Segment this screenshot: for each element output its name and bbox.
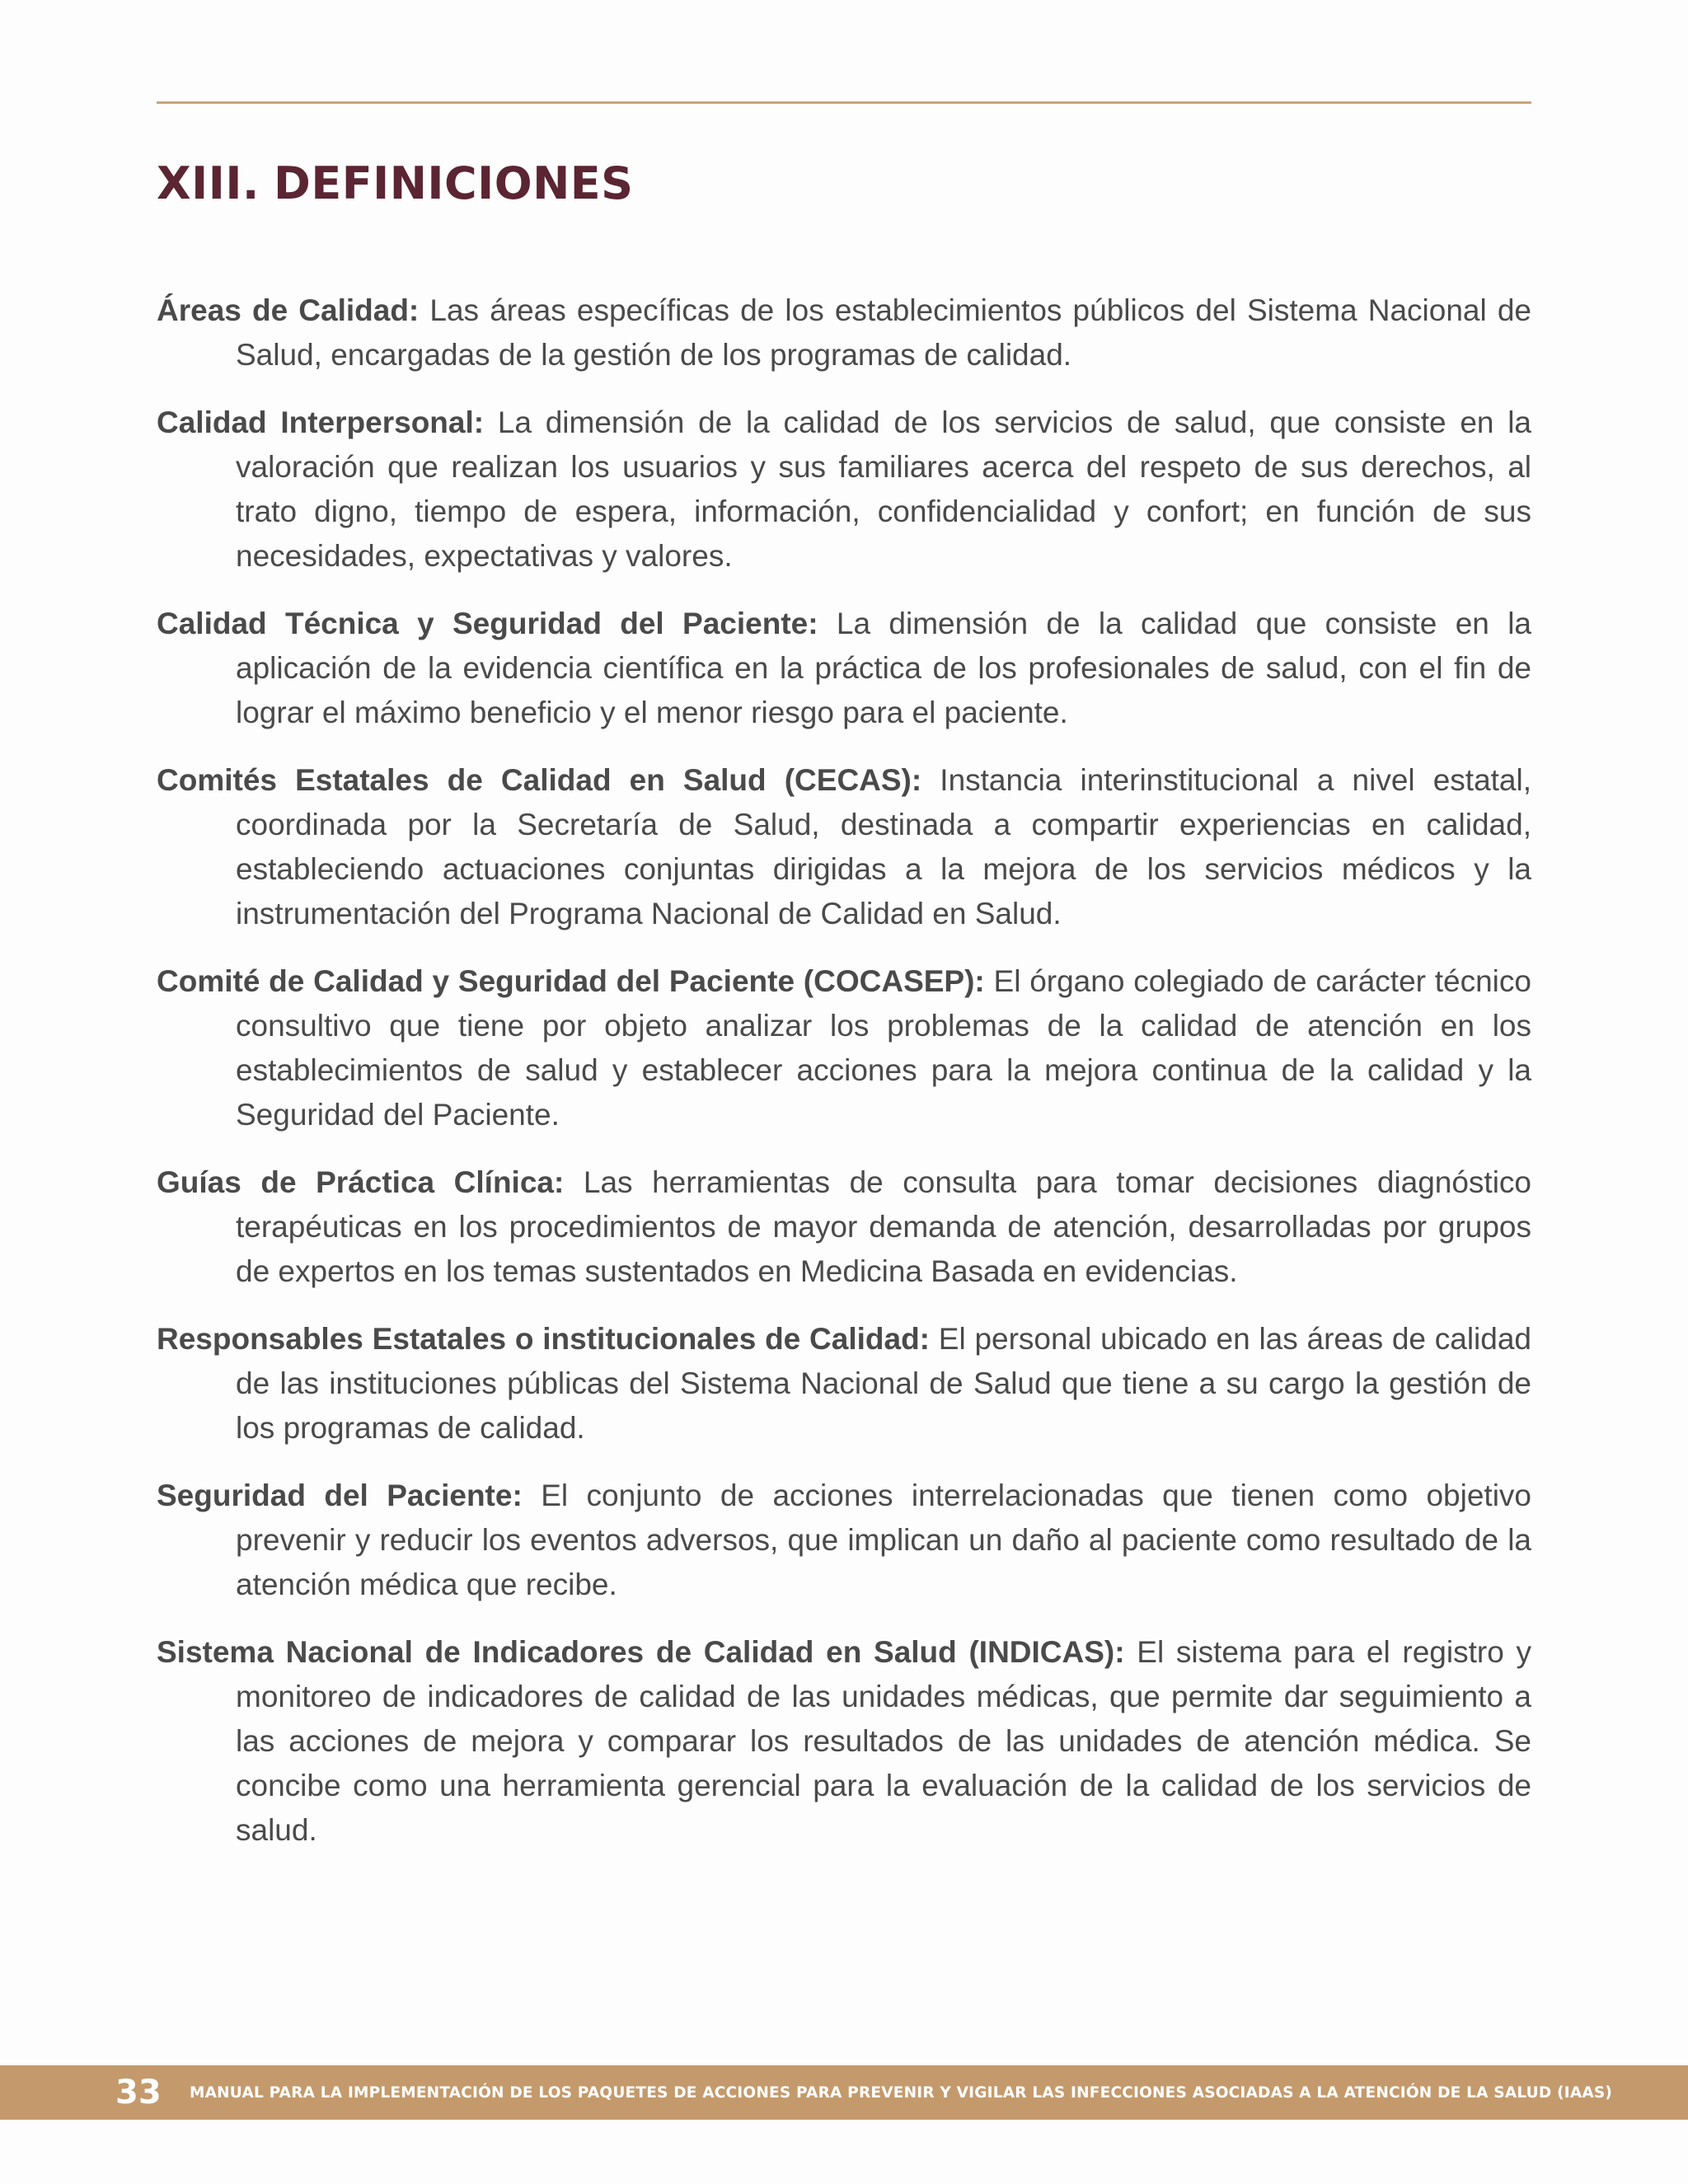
definition-text: Las áreas específicas de los establecimientos públicos del Sistema Nacional de Salud, encargadas de la gestión de los programas de calidad. xyxy=(236,293,1531,372)
definition-term: Calidad Técnica y Seguridad del Paciente: xyxy=(157,607,818,640)
page-number: 33 xyxy=(115,2074,162,2111)
definition-term: Áreas de Calidad: xyxy=(157,293,420,327)
definition-item xyxy=(157,1474,1531,1607)
section-number: XIII. xyxy=(157,157,260,209)
definition-text: Las herramientas de consulta para tomar decisiones diagnóstico terapéuticas en los procedimientos de mayor demanda de atención, desarrolladas por grupos de expertos en los temas sustentados en Medicina Basada en evidencias. xyxy=(236,1165,1531,1288)
header-rule xyxy=(157,101,1531,104)
definition-term: Responsables Estatales o institucionales de Calidad: xyxy=(157,1322,930,1356)
definition-text: El sistema para el registro y monitoreo de indicadores de calidad de las unidades médicas, que permite dar seguimiento a las acciones de mejora y comparar los resultados de las unidades de atención médica. Se concibe como una herramienta gerencial para la evaluación de la calidad de los servicios de salud. xyxy=(236,1635,1531,1847)
definition-item xyxy=(157,288,1531,377)
definition-text: El órgano colegiado de carácter técnico consultivo que tiene por objeto analizar los problemas de la calidad de atención en los establecimientos de salud y establecer acciones para la mejora continua de la calidad y la Seguridad del Paciente. xyxy=(236,964,1531,1132)
definition-text: La dimensión de la calidad que consiste en la aplicación de la evidencia científica en la práctica de los profesionales de salud, con el fin de lograr el máximo beneficio y el menor riesgo para el paciente. xyxy=(236,607,1532,729)
section-title: DEFINICIONES xyxy=(274,157,634,209)
definition-term: Seguridad del Paciente: xyxy=(157,1479,523,1512)
definition-text: Instancia interinstitucional a nivel estatal, coordinada por la Secretaría de Salud, destinada a compartir experiencias en calidad, estableciendo actuaciones conjuntas dirigidas a la mejora de los servicios médicos y la instrumentación del Programa Nacional de Calidad en Salud. xyxy=(236,763,1532,930)
definition-item xyxy=(157,758,1531,936)
definition-item xyxy=(157,401,1531,579)
definition-item xyxy=(157,1630,1531,1853)
page-footer xyxy=(0,2065,1688,2120)
definition-term: Guías de Práctica Clínica: xyxy=(157,1165,565,1199)
definition-item xyxy=(157,1317,1531,1451)
definition-term: Comités Estatales de Calidad en Salud (CECAS): xyxy=(157,763,922,797)
definition-term: Comité de Calidad y Seguridad del Paciente (COCASEP): xyxy=(157,964,985,998)
definition-item xyxy=(157,602,1531,735)
definition-item xyxy=(157,1160,1531,1294)
definition-text: La dimensión de la calidad de los servicios de salud, que consiste en la valoración que realizan los usuarios y sus familiares acerca del respeto de sus derechos, al trato digno, tiempo de espera, información, confidencialidad y confort; en función de sus necesidades, expectativas y valores. xyxy=(236,405,1532,573)
section-heading xyxy=(157,155,634,213)
definition-item xyxy=(157,959,1531,1137)
definition-text: El personal ubicado en las áreas de calidad de las instituciones públicas del Sistema Nacional de Salud que tiene a su cargo la gestión de los programas de calidad. xyxy=(236,1322,1532,1445)
definition-term: Sistema Nacional de Indicadores de Calidad en Salud (INDICAS): xyxy=(157,1635,1125,1669)
definition-text: El conjunto de acciones interrelacionadas que tienen como objetivo prevenir y reducir los eventos adversos, que implican un daño al paciente como resultado de la atención médica que recibe. xyxy=(236,1479,1531,1601)
definitions-list xyxy=(157,288,1531,1876)
definition-term: Calidad Interpersonal: xyxy=(157,405,485,439)
footer-document-title: MANUAL PARA LA IMPLEMENTACIÓN DE LOS PAQUETES DE ACCIONES PARA PREVENIR Y VIGILAR LAS INFECCIONES ASOCIADAS A LA ATENCIÓN DE LA SALUD (IAAS) xyxy=(190,2083,1613,2102)
